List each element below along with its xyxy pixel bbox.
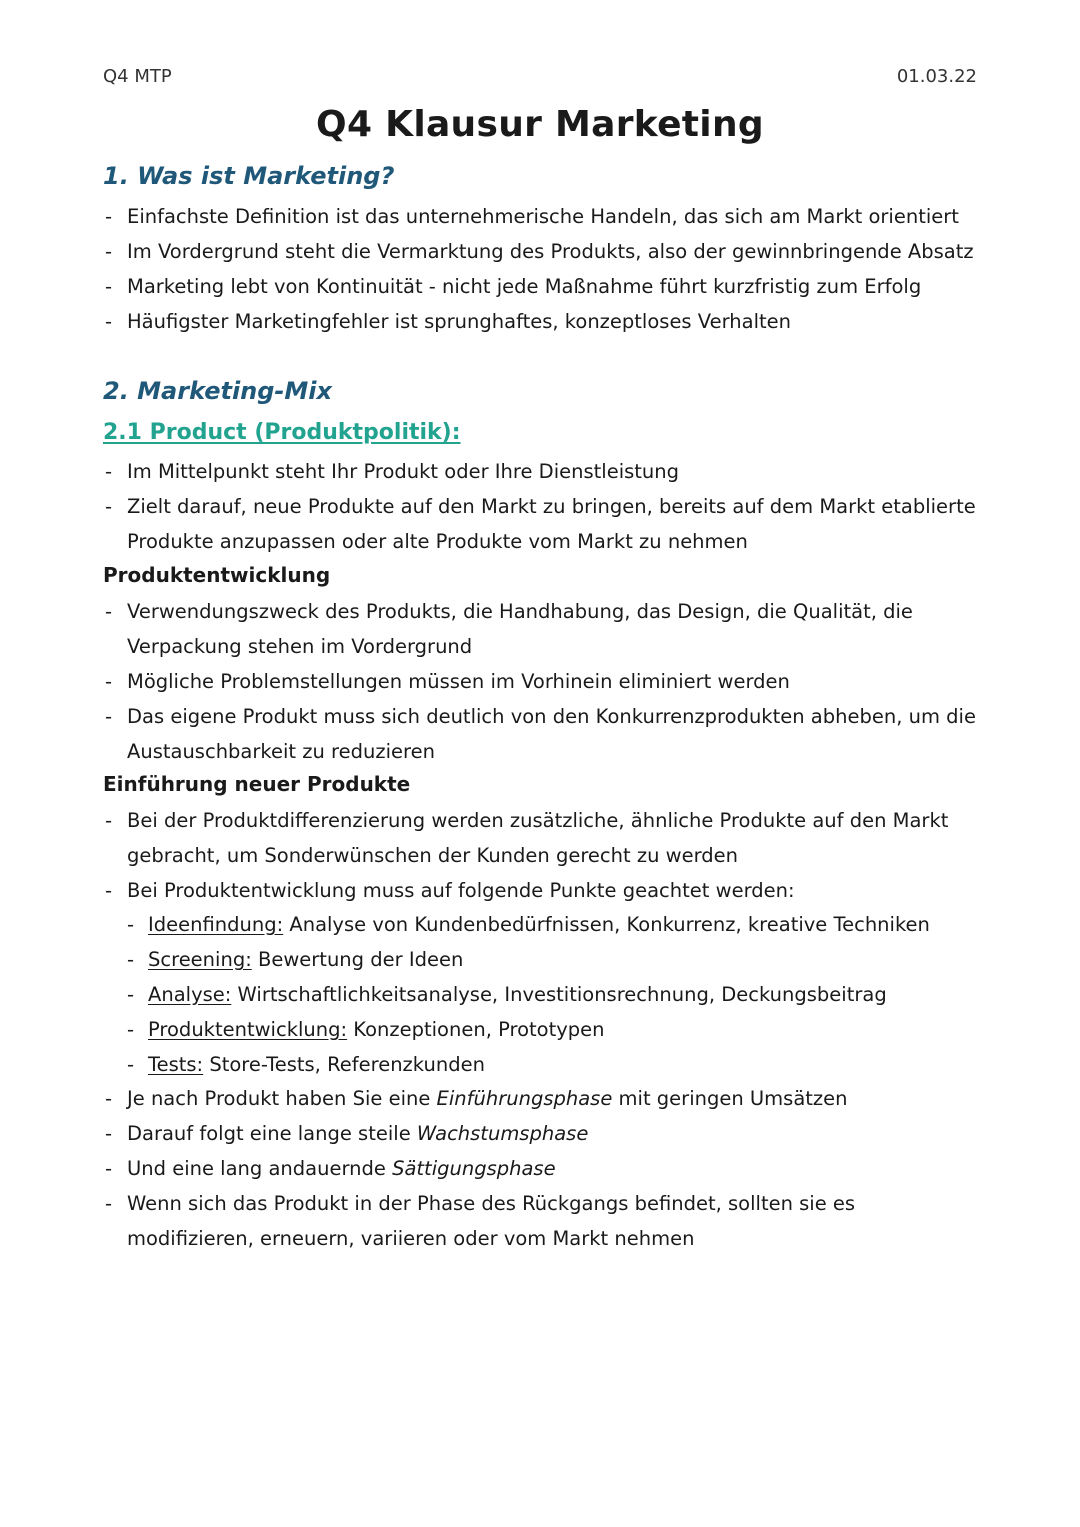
step-term: Tests:: [148, 1053, 204, 1076]
list-item: - Das eigene Produkt muss sich deutlich von den Konkurrenzprodukten abheben, um die Austauschbarkeit zu reduzieren: [103, 699, 978, 769]
phases-list: [103, 1081, 978, 1256]
step-text: Bewertung der Ideen: [251, 948, 464, 971]
step-text: Wirtschaftlichkeitsanalyse, Investitionsrechnung, Deckungsbeitrag: [231, 983, 887, 1006]
list-item: - Im Vordergrund steht die Vermarktung des Produkts, also der gewinnbringende Absatz: [103, 234, 978, 269]
phase-text: Und eine lang andauernde: [127, 1157, 393, 1180]
step-term: Produktentwicklung:: [148, 1018, 348, 1041]
produktentwicklung-list: [103, 594, 978, 769]
step-term: Analyse:: [148, 983, 232, 1006]
list-item: - Bei der Produktdifferenzierung werden zusätzliche, ähnliche Produkte auf den Markt gebracht, um Sonderwünschen der Kunden gerecht zu werden: [103, 803, 978, 873]
list-item: - Zielt darauf, neue Produkte auf den Markt zu bringen, bereits auf dem Markt etablierte Produkte anzupassen oder alte Produkte vom Markt zu nehmen: [103, 489, 978, 559]
list-item: [103, 1116, 978, 1151]
phase-text: Darauf folgt eine lange steile: [127, 1122, 417, 1145]
list-item: - Wenn sich das Produkt in der Phase des Rückgangs befindet, sollten sie es modifizieren, erneuern, variieren oder vom Markt nehmen: [103, 1186, 978, 1256]
phase-name: Sättigungsphase: [392, 1157, 556, 1180]
list-item: [103, 1081, 978, 1116]
list-item: - Verwendungszweck des Produkts, die Handhabung, das Design, die Qualität, die Verpackung stehen im Vordergrund: [103, 594, 978, 664]
step-text: Store-Tests, Referenzkunden: [203, 1053, 485, 1076]
produktentwicklung-heading: Produktentwicklung: [103, 563, 331, 587]
phase-name: Einführungsphase: [436, 1087, 613, 1110]
list-item: - Marketing lebt von Kontinuität - nicht jede Maßnahme führt kurzfristig zum Erfolg: [103, 269, 978, 304]
phase-name: Wachstumsphase: [416, 1122, 589, 1145]
einfuehrung-list: [103, 803, 978, 908]
step-item: [125, 942, 975, 977]
step-item: [125, 1012, 975, 1047]
list-item: - Mögliche Problemstellungen müssen im Vorhinein eliminiert werden: [103, 664, 978, 699]
step-text: Konzeptionen, Prototypen: [347, 1018, 605, 1041]
list-item: - Im Mittelpunkt steht Ihr Produkt oder Ihre Dienstleistung: [103, 454, 978, 489]
phase-text: Je nach Produkt haben Sie eine: [127, 1087, 437, 1110]
header-course: Q4 MTP: [103, 66, 172, 87]
list-item: - Häufigster Marketingfehler ist sprunghaftes, konzeptloses Verhalten: [103, 304, 978, 339]
list-item: [103, 1151, 978, 1186]
phase-text: mit geringen Umsätzen: [612, 1087, 848, 1110]
list-item: - Einfachste Definition ist das unternehmerische Handeln, das sich am Markt orientiert: [103, 199, 978, 234]
step-term: Ideenfindung:: [148, 913, 284, 936]
einfuehrung-heading: Einführung neuer Produkte: [103, 772, 411, 796]
step-term: Screening:: [148, 948, 252, 971]
step-item: [125, 977, 975, 1012]
step-item: [125, 907, 975, 942]
development-steps-list: [125, 907, 975, 1082]
list-item: - Bei Produktentwicklung muss auf folgende Punkte geachtet werden:: [103, 873, 978, 908]
step-item: [125, 1047, 975, 1082]
section-1-heading: 1. Was ist Marketing?: [103, 162, 395, 190]
header-date: 01.03.22: [896, 66, 977, 87]
step-text: Analyse von Kundenbedürfnissen, Konkurrenz, kreative Techniken: [283, 913, 930, 936]
product-list: [103, 454, 978, 559]
section-1-list: [103, 199, 978, 339]
page-title: Q4 Klausur Marketing: [316, 104, 764, 145]
section-2-1-heading: 2.1 Product (Produktpolitik):: [103, 420, 461, 445]
section-2-heading: 2. Marketing-Mix: [103, 377, 332, 405]
